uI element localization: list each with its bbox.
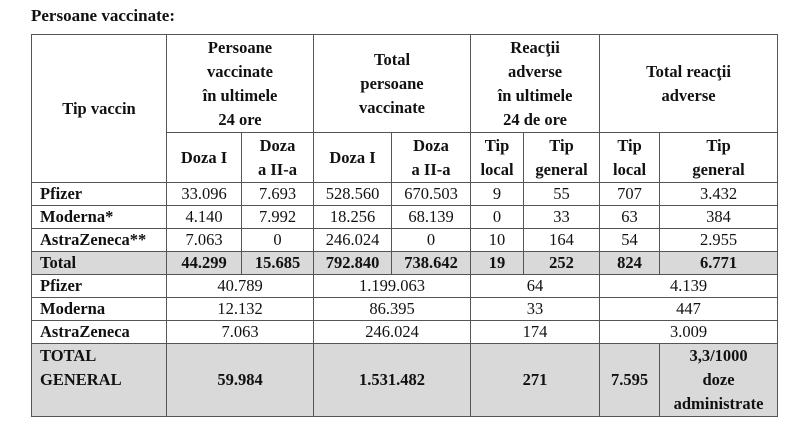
header-line: Tip — [484, 135, 510, 155]
total-label: Total — [32, 252, 167, 275]
cell: 7.693 — [242, 183, 314, 206]
header-tip-general — [524, 133, 600, 183]
vaccine-name: Moderna* — [32, 206, 167, 229]
header-line: Tip — [549, 135, 574, 155]
summary-row — [32, 321, 778, 344]
cell: 2.955 — [660, 229, 778, 252]
header-line: persoane — [360, 73, 424, 93]
header-tip-local — [600, 133, 660, 183]
cell: 68.139 — [392, 206, 471, 229]
header-doza2 — [392, 133, 471, 183]
total-general-label — [32, 344, 167, 417]
cell: 63 — [600, 206, 660, 229]
cell: 246.024 — [314, 321, 471, 344]
table-row — [32, 229, 778, 252]
cell: 246.024 — [314, 229, 392, 252]
header-line: Reacţii — [510, 37, 560, 57]
rate-line: 3,3/1000 — [689, 346, 748, 365]
cell: 4.139 — [600, 275, 778, 298]
total-row — [32, 252, 778, 275]
cell: 15.685 — [242, 252, 314, 275]
header-line: general — [692, 159, 745, 179]
vaccine-name: Pfizer — [32, 275, 167, 298]
header-line: general — [535, 159, 588, 179]
header-line: vaccinate — [359, 97, 426, 117]
cell: 0 — [471, 206, 524, 229]
cell: 55 — [524, 183, 600, 206]
label-line: GENERAL — [40, 370, 122, 389]
header-doza1: Doza I — [167, 133, 242, 183]
header-vaccinated-24h — [167, 35, 314, 133]
vaccine-name: Pfizer — [32, 183, 167, 206]
cell: 4.140 — [167, 206, 242, 229]
cell: 33 — [524, 206, 600, 229]
cell: 19 — [471, 252, 524, 275]
cell: 59.984 — [167, 344, 314, 417]
cell: 7.063 — [167, 229, 242, 252]
cell: 384 — [660, 206, 778, 229]
header-tip-general — [660, 133, 778, 183]
cell: 824 — [600, 252, 660, 275]
cell: 10 — [471, 229, 524, 252]
header-line: Doza — [413, 135, 449, 155]
cell: 12.132 — [167, 298, 314, 321]
header-line: adverse — [508, 61, 563, 81]
vaccine-name: AstraZeneca — [32, 321, 167, 344]
rate-line: doze — [702, 370, 735, 389]
cell: 3.009 — [600, 321, 778, 344]
vaccine-name: Moderna — [32, 298, 167, 321]
header-tip-vaccin: Tip vaccin — [32, 35, 167, 183]
cell: 252 — [524, 252, 600, 275]
header-line: local — [613, 159, 647, 179]
cell: 64 — [471, 275, 600, 298]
header-line: Total — [373, 49, 411, 69]
section-title: Persoane vaccinate: — [31, 6, 175, 25]
cell: 528.560 — [314, 183, 392, 206]
cell: 447 — [600, 298, 778, 321]
table-row — [32, 183, 778, 206]
cell: 44.299 — [167, 252, 242, 275]
rate-line: administrate — [673, 394, 764, 413]
header-total-reactions — [600, 35, 778, 133]
cell: 792.840 — [314, 252, 392, 275]
cell: 33.096 — [167, 183, 242, 206]
label-line: TOTAL — [40, 346, 97, 365]
header-line: 24 ore — [218, 109, 262, 129]
header-line: a II-a — [258, 159, 297, 179]
header-line: în ultimele — [497, 85, 573, 105]
cell: 174 — [471, 321, 600, 344]
cell: 670.503 — [392, 183, 471, 206]
cell: 738.642 — [392, 252, 471, 275]
cell: 707 — [600, 183, 660, 206]
header-line: local — [480, 159, 514, 179]
header-line: vaccinate — [207, 61, 273, 81]
header-doza2 — [242, 133, 314, 183]
cell: 9 — [471, 183, 524, 206]
header-line: Tip — [706, 135, 731, 155]
cell: 7.595 — [600, 344, 660, 417]
cell: 40.789 — [167, 275, 314, 298]
cell: 33 — [471, 298, 600, 321]
header-line: adverse — [661, 85, 716, 105]
cell: 0 — [242, 229, 314, 252]
vaccination-table — [31, 34, 778, 417]
cell: 7.063 — [167, 321, 314, 344]
total-general-row — [32, 344, 778, 417]
vaccine-name: AstraZeneca** — [32, 229, 167, 252]
header-line: a II-a — [411, 159, 451, 179]
header-line: Persoane — [207, 37, 273, 57]
rate-cell — [660, 344, 778, 417]
summary-row — [32, 298, 778, 321]
header-line: 24 de ore — [503, 109, 567, 129]
table-row — [32, 206, 778, 229]
cell: 54 — [600, 229, 660, 252]
header-doza1: Doza I — [314, 133, 392, 183]
cell: 0 — [392, 229, 471, 252]
header-total-vaccinated — [314, 35, 471, 133]
header-line: în ultimele — [202, 85, 278, 105]
cell: 86.395 — [314, 298, 471, 321]
cell: 1.531.482 — [314, 344, 471, 417]
cell: 18.256 — [314, 206, 392, 229]
header-line: Tip — [617, 135, 642, 155]
cell: 3.432 — [660, 183, 778, 206]
header-tip-local — [471, 133, 524, 183]
cell: 6.771 — [660, 252, 778, 275]
cell: 7.992 — [242, 206, 314, 229]
cell: 1.199.063 — [314, 275, 471, 298]
cell: 164 — [524, 229, 600, 252]
header-line: Doza — [259, 135, 296, 155]
cell: 271 — [471, 344, 600, 417]
summary-row — [32, 275, 778, 298]
header-reactions-24h — [471, 35, 600, 133]
header-line: Total reacţii — [646, 61, 731, 81]
